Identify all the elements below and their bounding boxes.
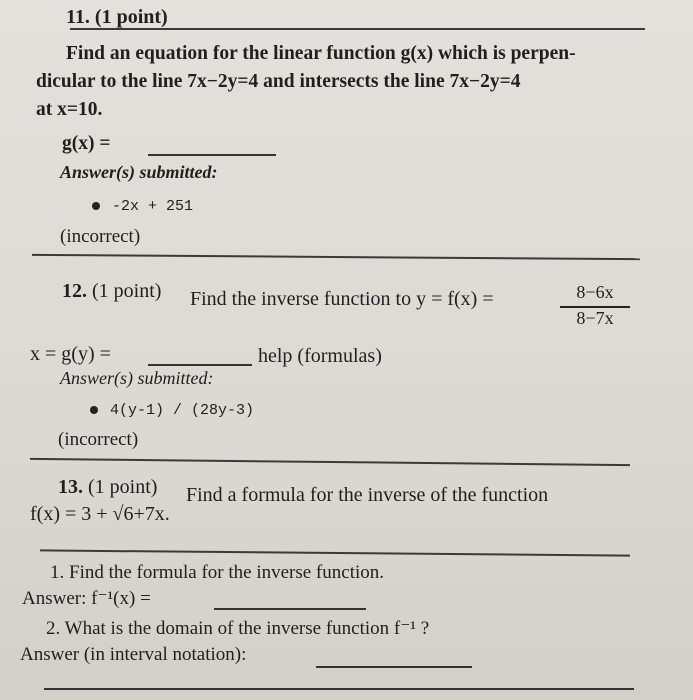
q13-points: (1 point): [88, 476, 158, 498]
q13-part2-label: 2. What is the domain of the inverse function f⁻¹ ?: [46, 618, 430, 639]
q12-prompt: Find the inverse function to y = f(x) =: [190, 288, 494, 310]
q12-answer-blank[interactable]: [148, 364, 252, 366]
q12-submitted-label: Answer(s) submitted:: [60, 368, 214, 388]
q11-line3: at x=10.: [36, 99, 103, 120]
q11-submitted-value: -2x + 251: [112, 198, 194, 215]
q11-points: (1 point): [94, 6, 168, 28]
bullet-icon: [90, 406, 98, 414]
q11-header: [66, 6, 168, 29]
q11-divider: [32, 254, 640, 260]
q11-line1: Find an equation for the linear function g(x) which is perpen-: [66, 43, 576, 64]
q11-answer-label: g(x) =: [62, 133, 111, 154]
q12-header: [62, 280, 161, 303]
q12-help-link[interactable]: help (formulas): [258, 345, 382, 367]
q13-divider: [40, 549, 630, 556]
q13-part2-blank[interactable]: [316, 666, 472, 668]
q11-answer-blank[interactable]: [148, 154, 276, 156]
q13-number: 13.: [58, 476, 83, 498]
q13-prompt: Find a formula for the inverse of the function: [186, 484, 549, 506]
q13-part2-answer: Answer (in interval notation):: [20, 644, 247, 665]
q13-function: f(x) = 3 + √6+7x.: [30, 503, 170, 525]
q11-line2: dicular to the line 7x−2y=4 and intersects the line 7x−2y=4: [36, 71, 521, 92]
q12-submitted-item: [90, 402, 254, 419]
q12-number: 12.: [62, 280, 87, 302]
q11-status: (incorrect): [60, 226, 141, 247]
q12-divider: [30, 458, 630, 466]
q11-submitted-label: Answer(s) submitted:: [60, 162, 218, 182]
q11-submitted-item: [92, 198, 193, 215]
q13-part1-label: 1. Find the formula for the inverse function.: [50, 562, 385, 583]
q12-frac-den: 8−7x: [576, 308, 614, 328]
q12-answer-label: x = g(y) =: [30, 343, 111, 365]
q13-part1-answer: Answer: f⁻¹(x) =: [22, 588, 151, 609]
q12-frac-num: 8−6x: [576, 282, 614, 302]
bullet-icon: [92, 202, 100, 210]
q12-status: (incorrect): [58, 429, 139, 450]
q11-number: 11.: [66, 6, 90, 28]
q13-header: [58, 476, 157, 499]
q12-points: (1 point): [92, 280, 162, 302]
bottom-divider: [44, 688, 634, 690]
q12-submitted-value: 4(y-1) / (28y-3): [110, 402, 255, 419]
q13-part1-blank[interactable]: [214, 608, 366, 610]
